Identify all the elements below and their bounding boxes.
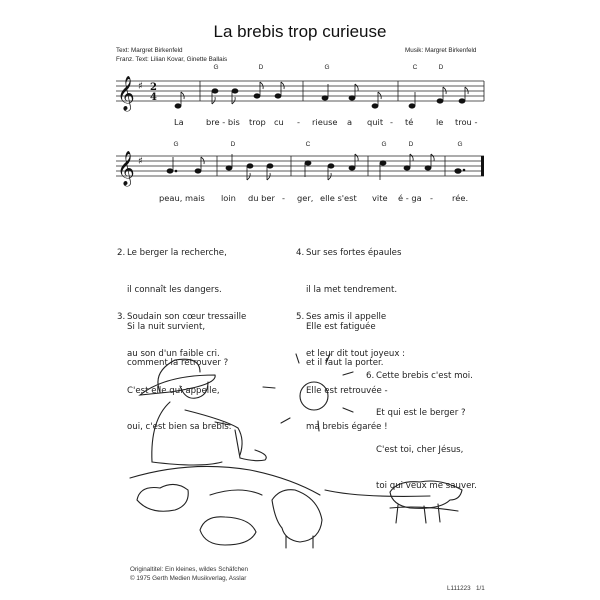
lyric-syllable: trou - [455,117,478,127]
treble-clef-icon: 𝄞 [117,151,135,186]
chord-symbol: G [381,141,387,148]
lyric-syllable: trop [249,117,266,127]
lyric-syllable: elle s'est [320,193,357,203]
french-text-credit: Franz. Text: Lilian Kovar, Ginette Ballais [116,56,228,63]
lyric-syllable: loin [221,193,236,203]
chord-symbol: D [258,64,264,71]
chord-symbol: C [412,64,418,71]
lyric-syllable: ger, [297,193,314,203]
lyricist-credit: Text: Margret Birkenfeld [116,47,183,54]
chord-symbol: D [438,64,444,71]
chord-symbol: C [305,141,311,148]
lyric-syllable: cu [274,117,284,127]
lyric-syllable: - [430,193,433,203]
chord-symbol: D [408,141,414,148]
chord-symbol: G [324,64,330,71]
svg-text:4: 4 [150,92,157,103]
page-number: 1/1 [476,585,485,592]
verse-2: 2. Le berger la recherche, il connaît les dangers. Si la nuit survient, comment la retrouver ? [117,248,229,369]
staff-system-1 [116,81,484,101]
lyric-syllable: bre - bis [206,117,240,127]
sharp-icon: ♯ [138,81,143,92]
sharp-icon: ♯ [138,156,143,167]
lyric-syllable: rée. [452,193,469,203]
composer-credit: Musik: Margret Birkenfeld [405,47,477,54]
svg-text:2: 2 [150,82,157,93]
lyric-syllable: té [405,117,414,127]
lyric-syllable: - [282,193,285,203]
lyric-syllable: peau, mais [159,193,205,203]
lyric-syllable: le [436,117,444,127]
chord-symbol: G [173,141,179,148]
chord-symbol: D [230,141,236,148]
verse-6: 6. Cette brebis c'est moi. Et qui est le berger ? C'est toi, cher Jésus, toi qui veux me sauver. [366,371,477,492]
lyric-syllable: vite [372,193,388,203]
treble-clef-icon: 𝄞 [117,76,135,111]
lyric-syllable: du ber [248,193,275,203]
verse-3: 3. Soudain son cœur tressaille au son d'un faible cri. C'est elle qui appelle, oui, c'est bien sa brebis. [117,312,247,433]
lyric-syllable: - [390,117,393,127]
lyric-syllable: rieuse [312,117,338,127]
original-title: Originaltitel: Ein kleines, wildes Schäfchen [130,566,248,573]
lyric-syllable: La [174,117,184,127]
verse-4: 4. Sur ses fortes épaules il la met tendrement. Elle est fatiguée et il faut la porter. [296,248,402,369]
lyric-syllable: a [347,117,353,127]
lyric-syllable: é - ga [398,193,422,203]
chord-symbol: G [457,141,463,148]
copyright: © 1975 Gerth Medien Musikverlag, Asslar [130,575,247,582]
lyric-syllable: quit [367,117,384,127]
page-title: La brebis trop curieuse [213,22,387,41]
verse-5: 5. Ses amis il appelle et leur dit tout joyeux : Elle est retrouvée - ma brebis égarée ! [296,312,406,433]
catalog-number: L111223 [447,585,471,592]
lyric-syllable: - [297,117,300,127]
chord-symbol: G [213,64,219,71]
